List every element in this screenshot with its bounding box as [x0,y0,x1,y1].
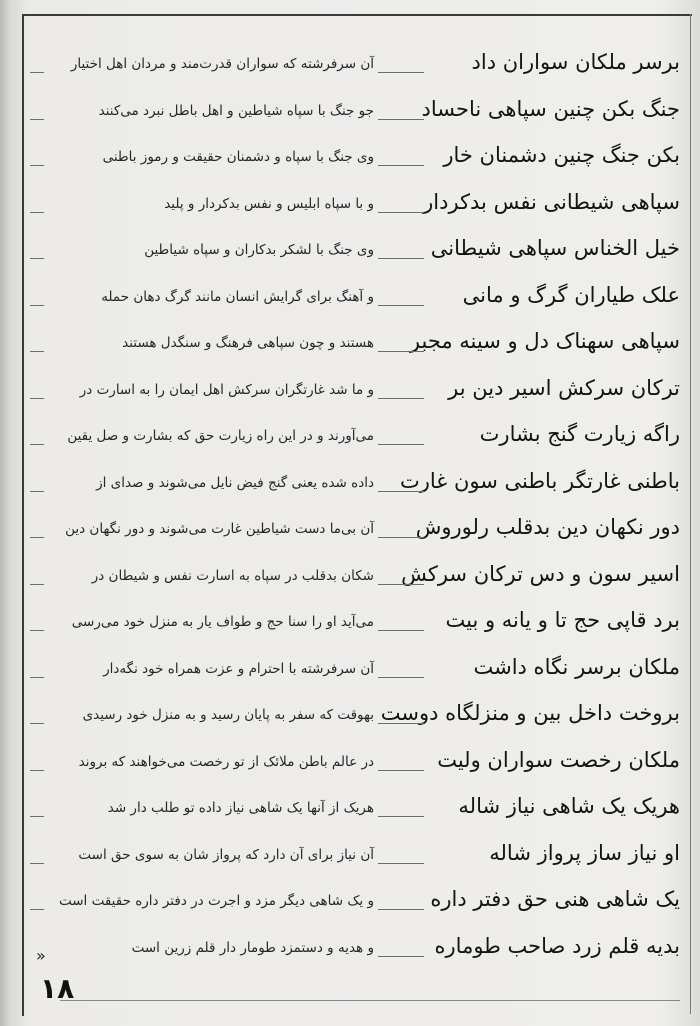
leader-line [378,770,424,771]
end-dash [30,770,44,771]
commentary-line: در عالم باطن ملائک از تو رخصت می‌خواهند که بروند [78,753,374,770]
leader-line [378,119,424,120]
verse-line: اسیر سون و دس ترکان سرکش [401,561,680,586]
manuscript-row [26,91,686,138]
manuscript-row [26,277,686,324]
leader-line [378,491,424,492]
end-dash [30,258,44,259]
end-dash [30,165,44,166]
end-dash [30,119,44,120]
commentary-line: بهوقت که سفر به پایان رسید و به منزل خود رسیدی [82,707,374,723]
verse-line: برد قاپی حج تا و یانه و بیت [445,608,680,632]
end-dash [30,72,44,73]
verse-line: خیل الخناس سپاهی شیطانی [430,236,680,260]
end-dash [30,212,44,213]
commentary-line: آن نیاز برای آن دارد که پرواز شان به سوی حق است [78,846,374,863]
manuscript-row [26,928,686,975]
verse-line: جنگ بکن چنین سپاهی ناحساد [421,96,680,121]
commentary-line: آن سرفرشته که سواران قدرت‌مند و مردان اهل اختیار [70,56,374,72]
manuscript-text-block [26,44,686,974]
commentary-line: آن سرفرشته با احترام و عزت همراه خود نگه‌دار [103,660,374,677]
leader-line [378,258,424,259]
manuscript-row [26,370,686,417]
end-dash [30,351,44,352]
end-dash [30,816,44,817]
verse-line: دور نکهان دین بدقلب رلوروش [415,515,680,539]
page-frame-right-rule [690,14,691,1014]
commentary-line: شکان بدقلب در سپاه به اسارت نفس و شیطان در [91,567,374,584]
commentary-line: هریک از آنها یک شاهی نیاز داده تو طلب دار شد [107,800,374,816]
verse-line: باطنی غارتگر باطنی سون غارت [399,468,680,493]
verse-line: ترکان سرکش اسیر دین بر [448,375,680,400]
leader-line [378,398,424,399]
end-dash [30,630,44,631]
manuscript-row [26,835,686,882]
commentary-line: وی جنگ با لشکر بدکاران و سپاه شیاطین [144,242,374,258]
verse-line: ملکان برسر نگاه داشت [473,654,680,679]
leader-line [378,165,424,166]
commentary-line: و یک شاهی دیگر مزد و اجرت در دفتر داره حقیقت است [58,893,374,909]
verse-line: برسر ملکان سواران داد [471,50,680,74]
manuscript-row [26,788,686,835]
end-dash [30,723,44,724]
commentary-line: داده شده یعنی گنج فیض نایل می‌شوند و صدای از [96,474,374,491]
manuscript-row [26,416,686,463]
leader-line [378,537,424,538]
verse-line: علک طیاران گرگ و مانی [462,282,680,307]
end-dash [30,909,44,910]
leader-line [378,723,424,724]
end-dash [30,677,44,678]
manuscript-row [26,323,686,370]
page-number: ۱۸ [40,972,75,1005]
end-dash [30,398,44,399]
leader-line [378,584,424,585]
end-dash [30,491,44,492]
commentary-line: می‌آورند و در این راه زیارت حق که بشارت و صل یقین [67,428,374,444]
leader-line [378,863,424,864]
leader-line [378,630,424,631]
leader-line [378,351,424,352]
verse-line: سپاهی سهناک دل و سینه مجبر [409,329,680,353]
manuscript-row [26,509,686,556]
commentary-line: و ما شد غارتگران سرکش اهل ایمان را به اسارت در [79,381,374,398]
manuscript-row [26,230,686,277]
verse-line: او نیاز ساز پرواز شاله [489,840,680,865]
bottom-rule [60,1000,680,1001]
verse-line: بکن جنگ چنین دشمنان خار [443,143,680,167]
verse-line: راگه زیارت گنج بشارت [479,422,680,446]
manuscript-row [26,881,686,928]
leader-line [378,677,424,678]
verse-line: بروخت داخل بین و منزلگاه دوست [380,701,680,725]
end-dash [30,584,44,585]
verse-line: ملکان رخصت سواران ولیت [437,747,680,772]
leader-line [378,909,424,910]
manuscript-row [26,649,686,696]
commentary-line: و هدیه و دستمزد طومار دار قلم زرین است [131,939,374,956]
leader-line [378,816,424,817]
verse-line: سپاهی شیطانی نفس بدکردار [423,189,680,214]
manuscript-row [26,137,686,184]
end-dash [30,444,44,445]
leader-line [378,305,424,306]
leader-line [378,72,424,73]
manuscript-row [26,556,686,603]
verse-line: بدیه قلم زرد صاحب طوماره [434,933,680,958]
closing-quote-mark: » [36,946,46,965]
leader-line [378,212,424,213]
manuscript-row [26,695,686,742]
commentary-line: و با سپاه ابلیس و نفس بدکردار و پلید [164,195,374,212]
manuscript-row [26,44,686,91]
manuscript-row [26,742,686,789]
manuscript-row [26,602,686,649]
end-dash [30,537,44,538]
leader-line [378,956,424,957]
end-dash [30,305,44,306]
verse-line: هریک یک شاهی نیاز شاله [458,794,680,818]
commentary-line: آن بی‌ما دست شیاطین غارت می‌شوند و دور نگهان دین [65,521,374,537]
manuscript-row [26,184,686,231]
commentary-line: جو جنگ با سپاه شیاطین و اهل باطل نبرد می‌کنند [98,102,374,119]
verse-line: یک شاهی هنی حق دفتر داره [430,887,680,911]
leader-line [378,444,424,445]
commentary-line: می‌آید او را سنا حج و طواف یار به منزل خود می‌رسی [71,614,374,630]
commentary-line: هستند و چون سپاهی فرهنگ و سنگدل هستند [122,335,374,351]
commentary-line: وی جنگ با سپاه و دشمنان حقیقت و رموز باطنی [102,149,374,165]
end-dash [30,863,44,864]
commentary-line: و آهنگ برای گرایش انسان مانند گرگ دهان حمله [101,288,374,305]
manuscript-row [26,463,686,510]
